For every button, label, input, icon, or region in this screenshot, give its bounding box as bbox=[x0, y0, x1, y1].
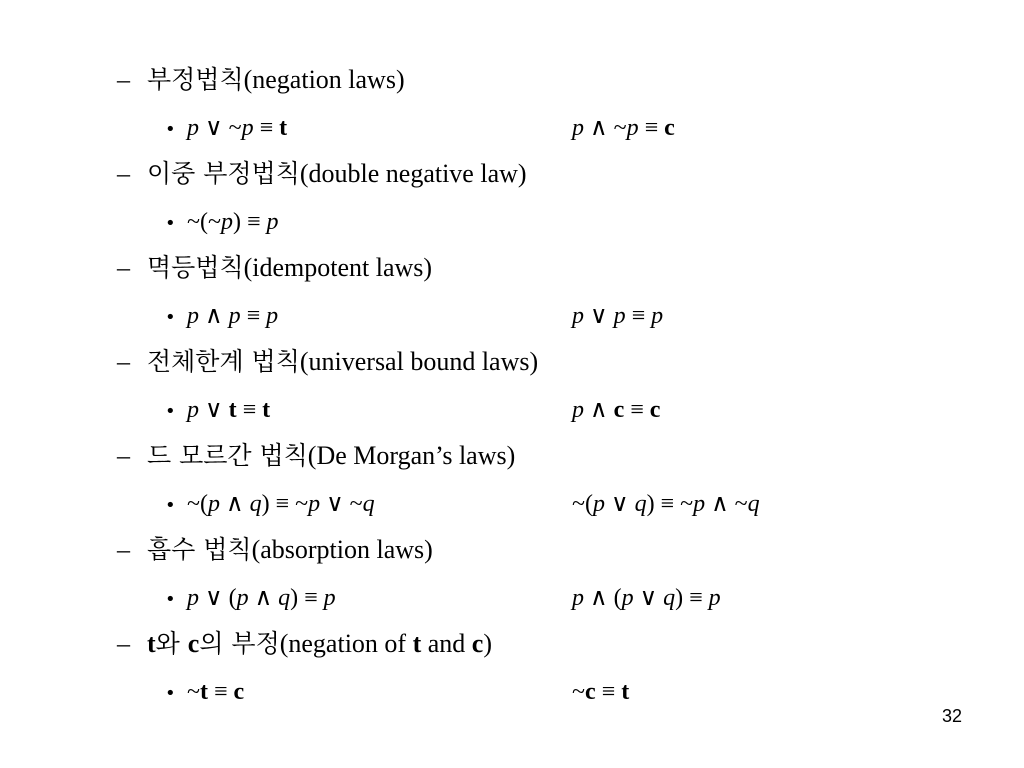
bullet-marker: • bbox=[165, 495, 176, 516]
formula-left: p ∧ p ≡ p bbox=[187, 303, 279, 329]
law-title-english: (universal bound laws) bbox=[299, 347, 539, 376]
formula-right: p ∧ ~p ≡ c bbox=[572, 115, 675, 141]
law-heading-de-morgan bbox=[117, 434, 515, 478]
law-heading-double-negative bbox=[117, 152, 527, 196]
formula-left: ~(~p) ≡ p bbox=[187, 209, 279, 235]
law-title-korean: 이중 부정법칙 bbox=[147, 159, 300, 188]
law-title-english: (negation of t and c) bbox=[279, 629, 493, 658]
law-title-english: (De Morgan’s laws) bbox=[307, 441, 516, 470]
law-title-english: (absorption laws) bbox=[251, 535, 433, 564]
formula-row-universal-bound bbox=[165, 392, 661, 428]
formula-row-double-negative bbox=[165, 204, 279, 240]
bullet-marker: • bbox=[165, 683, 176, 704]
law-heading-universal-bound bbox=[117, 340, 538, 384]
law-title-korean: 부정법칙 bbox=[147, 65, 244, 94]
law-title-english: (negation laws) bbox=[243, 65, 405, 94]
formula-left: ~(p ∧ q) ≡ ~p ∨ ~q bbox=[187, 491, 375, 517]
dash-marker: – bbox=[117, 159, 130, 188]
bullet-marker: • bbox=[165, 213, 176, 234]
formula-left: ~t ≡ c bbox=[187, 679, 245, 705]
bullet-marker: • bbox=[165, 401, 176, 422]
law-heading-absorption bbox=[117, 528, 433, 572]
dash-marker: – bbox=[117, 347, 130, 376]
dash-marker: – bbox=[117, 65, 130, 94]
dash-marker: – bbox=[117, 629, 130, 658]
law-title-korean: 흡수 법칙 bbox=[147, 535, 252, 564]
dash-marker: – bbox=[117, 253, 130, 282]
formula-left: p ∨ ~p ≡ t bbox=[187, 115, 288, 141]
formula-right: ~c ≡ t bbox=[572, 679, 630, 705]
law-title-english: (idempotent laws) bbox=[243, 253, 433, 282]
formula-left: p ∨ t ≡ t bbox=[187, 397, 271, 423]
law-title-korean: 전체한계 법칙 bbox=[147, 347, 300, 376]
law-heading-negation-t-c bbox=[117, 622, 492, 666]
formula-right: p ∨ p ≡ p bbox=[572, 303, 664, 329]
formula-row-idempotent bbox=[165, 298, 664, 334]
dash-marker: – bbox=[117, 441, 130, 470]
law-heading-idempotent bbox=[117, 246, 432, 290]
formula-row-de-morgan bbox=[165, 486, 760, 522]
law-title-korean: 멱등법칙 bbox=[147, 253, 244, 282]
dash-marker: – bbox=[117, 535, 130, 564]
formula-row-negation-t-c bbox=[165, 674, 630, 710]
bullet-marker: • bbox=[165, 589, 176, 610]
formula-right: ~(p ∨ q) ≡ ~p ∧ ~q bbox=[572, 491, 760, 517]
bullet-marker: • bbox=[165, 119, 176, 140]
law-title-korean: 드 모르간 법칙 bbox=[147, 441, 308, 470]
law-title-english: (double negative law) bbox=[299, 159, 527, 188]
formula-right: p ∧ (p ∨ q) ≡ p bbox=[572, 585, 721, 611]
formula-right: p ∧ c ≡ c bbox=[572, 397, 661, 423]
page-number: 32 bbox=[941, 706, 962, 726]
law-title-korean: t와 c의 부정 bbox=[147, 629, 280, 658]
formula-row-negation bbox=[165, 110, 675, 146]
formula-row-absorption bbox=[165, 580, 721, 616]
formula-left: p ∨ (p ∧ q) ≡ p bbox=[187, 585, 336, 611]
bullet-marker: • bbox=[165, 307, 176, 328]
law-heading-negation bbox=[117, 58, 405, 102]
